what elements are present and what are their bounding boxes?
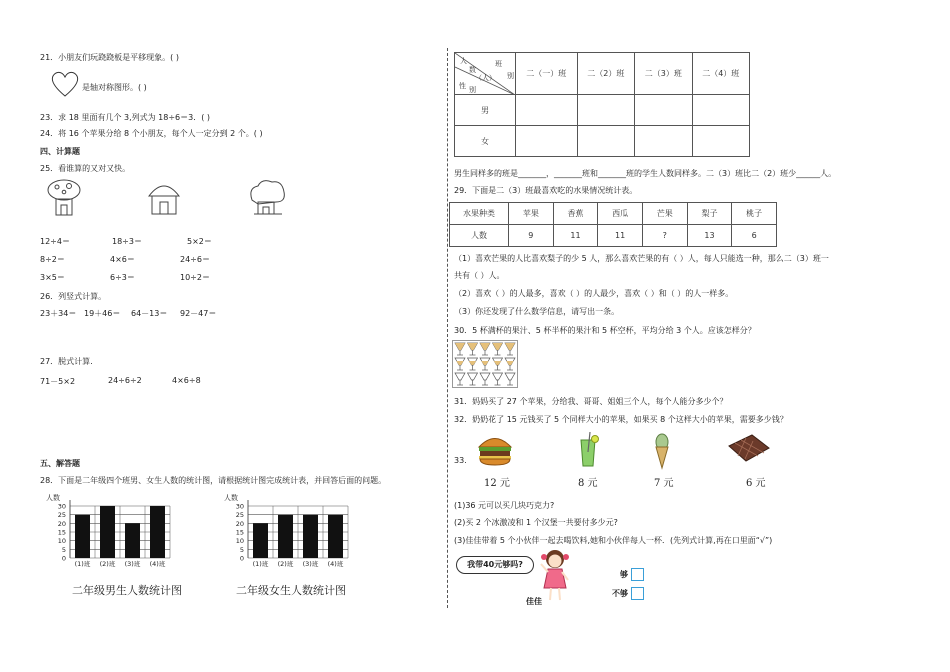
chart-ytick-label: 20 — [57, 519, 66, 528]
cup-juice — [455, 343, 465, 350]
juice-cup — [455, 343, 465, 355]
corner-label: 班 — [495, 60, 502, 68]
corner-label: （人） — [475, 74, 496, 82]
chocolate-price: 6 元 — [746, 478, 766, 489]
question-27: 27．脱式计算. — [40, 357, 93, 366]
question-33: 33. — [454, 456, 467, 465]
fruit-header-cell: 梨子 — [687, 203, 732, 225]
fruit-header-cell: 桃子 — [732, 203, 777, 225]
fruit-value-cell: ? — [642, 225, 687, 247]
question-29-3: （3）你还发现了什么数学信息，请写出一条。 — [454, 307, 620, 316]
cup-juice — [506, 361, 513, 365]
heart-shape — [50, 70, 80, 98]
question-29-2: （2）喜欢（ ）的人最多，喜欢（ ）的人最少，喜欢（ ）和（ ）的人一样多。 — [454, 289, 734, 298]
question-26: 26．列竖式计算。 — [40, 292, 107, 301]
chart-ytick-label: 5 — [61, 545, 66, 554]
fruit-value-cell: 11 — [598, 225, 643, 247]
question-33-2: (2)买 2 个冰激凌和 1 个汉堡一共要付多少元? — [454, 518, 618, 527]
table-blank-cell — [692, 126, 749, 157]
speech-bubble-text: 我带40元够吗? — [467, 560, 523, 569]
question-24: 24．将 16 个苹果分给 8 个小朋友，每个人一定分到 2 个。( ) — [40, 129, 263, 138]
house-image — [144, 178, 184, 218]
fruit-value-cell: 6 — [732, 225, 777, 247]
drink-price: 8 元 — [578, 478, 598, 489]
fruit-table — [449, 202, 777, 247]
cup-bowl — [455, 373, 465, 380]
chart-ytick-label: 25 — [235, 511, 244, 520]
not-enough-option — [612, 587, 644, 600]
chart-ylabel: 人数 — [224, 494, 238, 502]
calc-item: 5×2＝ — [187, 237, 212, 246]
calc-item: 18÷3＝ — [112, 237, 142, 246]
cup-juice — [480, 343, 490, 350]
fruit-header-cell: 苹果 — [509, 203, 554, 225]
cup-juice — [494, 361, 501, 365]
juice-cup — [455, 373, 465, 385]
drink-image — [576, 432, 600, 468]
chart-ytick-label: 5 — [239, 545, 244, 554]
section-5-title: 五、解答题 — [40, 459, 80, 468]
not-enough-label: 不够 — [612, 589, 628, 598]
chart-ytick-label: 0 — [239, 554, 244, 563]
section-4-title: 四、计算题 — [40, 147, 80, 156]
chart-xtick-label: (4)班 — [327, 560, 344, 568]
not-enough-checkbox[interactable] — [631, 587, 644, 600]
girl-image — [538, 548, 572, 604]
boys-bar-chart — [44, 492, 184, 570]
juice-cup — [493, 343, 503, 355]
juice-cup — [505, 373, 515, 385]
cup-juice — [493, 343, 503, 350]
question-33-1: (1)36 元可以买几块巧克力? — [454, 501, 555, 510]
chart-xtick-label: (2)班 — [99, 560, 116, 568]
juice-cup — [455, 358, 465, 370]
hamburger-image — [476, 432, 514, 466]
chart-xtick-label: (1)班 — [252, 560, 269, 568]
enough-option — [620, 568, 644, 581]
ice-cream-image — [652, 432, 672, 470]
chart-ytick-label: 15 — [57, 528, 66, 537]
calc-item: 6÷3＝ — [110, 273, 135, 282]
table-header-cell: 二（4）班 — [692, 53, 749, 95]
fruit-value-cell: 13 — [687, 225, 732, 247]
fruit-header-cell: 香蕉 — [553, 203, 598, 225]
cup-juice — [456, 361, 463, 365]
chart-xtick-label: (3)班 — [124, 560, 141, 568]
calc-item: 3×5＝ — [40, 273, 65, 282]
corner-label: 数 — [469, 66, 476, 74]
chart-bar — [100, 506, 115, 558]
fruit-header-cell: 芒果 — [642, 203, 687, 225]
fruit-value-cell: 9 — [509, 225, 554, 247]
fruit-header-cell: 水果种类 — [450, 203, 509, 225]
question-32: 32．奶奶花了 15 元钱买了 5 个同样大小的苹果，如果买 8 个这样大小的苹果，需要多少钱？ — [454, 415, 788, 424]
chart-xtick-label: (2)班 — [277, 560, 294, 568]
chart-ytick-label: 10 — [235, 537, 244, 546]
class-gender-table — [454, 52, 750, 157]
chart-bar — [75, 515, 90, 558]
chart-ytick-label: 20 — [235, 519, 244, 528]
speech-bubble — [456, 556, 534, 574]
question-23: 23．求 18 里面有几个 3,列式为 18÷6＝3．( ) — [40, 113, 211, 122]
chart-bar — [328, 515, 343, 558]
table-blank-cell — [577, 126, 634, 157]
table-header-cell: 二（3）班 — [635, 53, 692, 95]
juice-cup — [480, 358, 490, 370]
calc-item: 10÷2＝ — [180, 273, 210, 282]
chart-ylabel: 人数 — [46, 494, 60, 502]
juice-cup — [505, 358, 515, 370]
chart-bar — [303, 515, 318, 558]
chart-xtick-label: (3)班 — [302, 560, 319, 568]
question-33-3: (3)佳佳带着 5 个小伙伴一起去喝饮料,她和小伙伴每人一杯．(先列式计算,再在口里面“√”) — [454, 536, 773, 545]
calc-item: 24÷6＝ — [180, 255, 210, 264]
fruit-value-cell: 11 — [553, 225, 598, 247]
mushroom-house-image — [42, 178, 86, 218]
girls-chart-title: 二年级女生人数统计图 — [236, 584, 346, 597]
cup-bowl — [505, 373, 515, 380]
enough-label: 够 — [620, 570, 628, 579]
chart-ytick-label: 30 — [57, 502, 66, 511]
cup-juice — [505, 343, 515, 350]
vertical-calc-item: 64－13＝ — [131, 309, 168, 318]
juice-cup — [480, 343, 490, 355]
hamburger-price: 12 元 — [484, 478, 510, 489]
question-29-1b: 共有（ ）人。 — [454, 271, 505, 280]
question-22: 是轴对称图形。( ) — [82, 83, 147, 92]
chart-ytick-label: 10 — [57, 537, 66, 546]
question-28: 28．下面是二年级四个班男、女生人数的统计图，请根据统计图完成统计表，并回答后面的问题。 — [40, 476, 387, 485]
cup-bowl — [468, 373, 478, 380]
question-30: 30．5 杯满杯的果汁、5 杯半杯的果汁和 5 杯空杯，平均分给 3 个人。应该怎样分？ — [454, 326, 756, 335]
fruit-header-cell: 西瓜 — [598, 203, 643, 225]
question-28-fill: 男生同样多的班是_______，_______班和_______班的学生人数同样多。二（3）班比二（2）班少______人。 — [454, 169, 837, 178]
corner-label: 别 — [507, 72, 514, 80]
calc-item: 8÷2＝ — [40, 255, 65, 264]
juice-cup — [480, 373, 490, 385]
girl-name: 佳佳 — [526, 597, 542, 606]
chart-bar — [253, 523, 268, 558]
cup-bowl — [480, 373, 490, 380]
table-blank-cell — [577, 95, 634, 126]
juice-cup — [493, 373, 503, 385]
table-corner-cell — [455, 53, 516, 95]
table-blank-cell — [516, 126, 578, 157]
juice-cups-image — [452, 340, 518, 388]
table-blank-cell — [635, 95, 692, 126]
enough-checkbox[interactable] — [631, 568, 644, 581]
boys-chart-title: 二年级男生人数统计图 — [72, 584, 182, 597]
question-29: 29．下面是二（3）班最喜欢吃的水果情况统计表。 — [454, 186, 638, 195]
girls-bar-chart — [222, 492, 362, 570]
chart-bar — [125, 523, 140, 558]
juice-cup — [468, 343, 478, 355]
juice-cup — [468, 358, 478, 370]
table-blank-cell — [516, 95, 578, 126]
juice-cup — [505, 343, 515, 355]
step-calc-item: 24÷6÷2 — [108, 376, 142, 385]
chart-xtick-label: (4)班 — [149, 560, 166, 568]
table-row-label: 男 — [455, 95, 516, 126]
cup-bowl — [493, 373, 503, 380]
juice-cup — [468, 373, 478, 385]
chocolate-image — [726, 432, 772, 464]
cup-juice — [481, 361, 488, 365]
step-calc-item: 4×6÷8 — [172, 376, 201, 385]
fruit-value-cell: 人数 — [450, 225, 509, 247]
corner-label: 别 — [469, 86, 476, 94]
cup-juice — [469, 361, 476, 365]
table-header-cell: 二（一）班 — [516, 53, 578, 95]
chart-bar — [150, 506, 165, 558]
question-29-1a: （1）喜欢芒果的人比喜欢梨子的少 5 人，那么喜欢芒果的有（ ）人，每人只能选一种，那么二（3）班一 — [454, 254, 829, 263]
question-31: 31．妈妈买了 27 个苹果，分给我、哥哥、姐姐三个人，每个人能分多少个？ — [454, 397, 728, 406]
ice-cream-price: 7 元 — [654, 478, 674, 489]
calc-item: 12÷4＝ — [40, 237, 70, 246]
chart-ytick-label: 15 — [235, 528, 244, 537]
cup-juice — [468, 343, 478, 350]
page-divider — [447, 48, 448, 608]
calc-item: 4×6＝ — [110, 255, 135, 264]
corner-label: 人 — [460, 57, 467, 65]
table-row-label: 女 — [455, 126, 516, 157]
step-calc-item: 71－5×2 — [40, 377, 76, 386]
tree-house-image — [246, 178, 288, 218]
question-25: 25．看谁算的又对又快。 — [40, 164, 131, 173]
vertical-calc-item: 92－47＝ — [180, 309, 217, 318]
chart-bar — [278, 515, 293, 558]
table-blank-cell — [635, 126, 692, 157]
vertical-calc-item: 19＋46＝ — [84, 309, 121, 318]
chart-xtick-label: (1)班 — [74, 560, 91, 568]
table-blank-cell — [692, 95, 749, 126]
chart-ytick-label: 0 — [61, 554, 66, 563]
corner-label: 性 — [459, 82, 466, 90]
chart-ytick-label: 30 — [235, 502, 244, 511]
chart-ytick-label: 25 — [57, 511, 66, 520]
juice-cup — [493, 358, 503, 370]
table-header-cell: 二（2）班 — [577, 53, 634, 95]
question-21: 21．小朋友们玩跷跷板是平移现象。( ) — [40, 53, 179, 62]
vertical-calc-item: 23＋34＝ — [40, 309, 77, 318]
